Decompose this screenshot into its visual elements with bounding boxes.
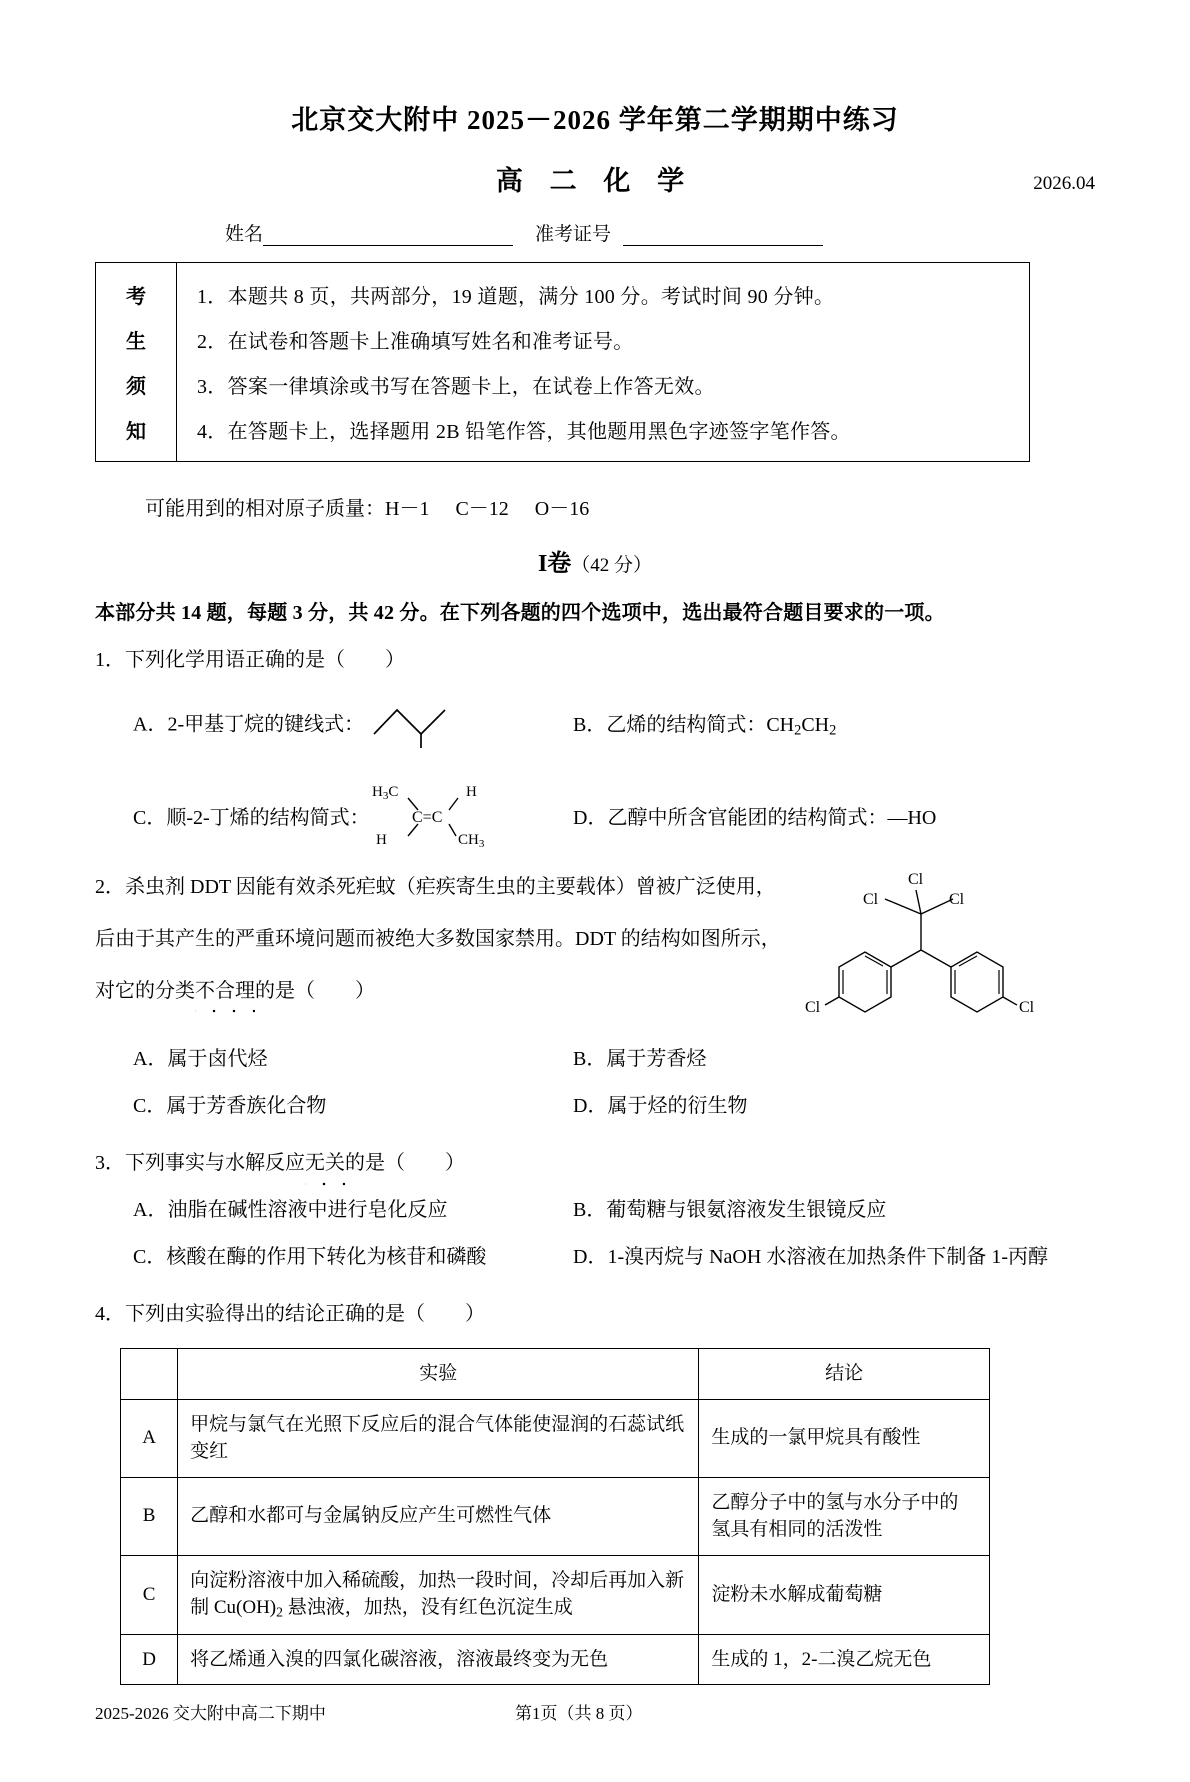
option-c-text: 属于芳香族化合物 (166, 1095, 327, 1117)
question-2-text-1: 杀虫剂 DDT 因能有效杀死疟蚊（疟疾寄生虫的主要载体）曾被广泛使用， (125, 876, 776, 898)
question-2-line-2: 后由于其产生的严重环境问题而被绝大多数国家禁用。DDT 的结构如图所示， (95, 928, 781, 950)
notice-char-3: 须 (126, 376, 146, 398)
option-a-text: 2-甲基丁烷的键线式： (167, 713, 365, 736)
table-row (121, 1477, 990, 1555)
option-a-text: 油脂在碱性溶液中进行皂化反应 (167, 1199, 448, 1221)
subject-title: 高 二 化 学 (495, 166, 695, 196)
option-c-text: 顺-2-丁烯的结构简式： (166, 806, 370, 829)
question-2-text-3a: 对它的分类 (95, 980, 195, 1002)
notice-item: 3．答案一律填涂或书写在答题卡上，在试卷上作答无效。 (197, 376, 715, 398)
label-c-double-c: C=C (411, 809, 443, 826)
table-header-index (121, 1349, 178, 1400)
question-2-stem (95, 872, 795, 1028)
question-2-option-c[interactable] (133, 1091, 573, 1122)
label-h-bottom: H (375, 832, 387, 848)
question-1 (95, 645, 1190, 858)
option-a-label: A． (133, 1199, 168, 1221)
experiment-conclusion-table (120, 1348, 990, 1685)
atomic-mass-label: 可能用到的相对原子质量： (145, 498, 385, 520)
row-experiment-c-part1: 向淀粉溶液中加入稀硫酸，加热一段时间，冷却后再加入新制 Cu(OH) (190, 1569, 685, 1619)
question-1-options-row-2 (133, 778, 1190, 858)
question-3-option-c[interactable] (133, 1242, 573, 1273)
option-b-subscript-2: 2 (829, 722, 837, 739)
question-3-option-d[interactable] (573, 1242, 1190, 1273)
section-description: 本部分共 14 题，每题 3 分，共 42 分。在下列各题的四个选项中，选出最符合题目要求的一项。 (95, 602, 945, 624)
option-d-text: 属于烃的衍生物 (607, 1095, 748, 1117)
option-c-label: C． (133, 1095, 167, 1117)
label-h3c: $H_3C$ (371, 784, 399, 802)
atomic-mass-o: O－16 (534, 498, 590, 520)
question-2 (95, 872, 1190, 1122)
methylbutane-skeletal-structure (369, 692, 474, 760)
option-d-text: 乙醇中所含官能团的结构简式：—HO (607, 806, 937, 829)
atomic-mass-c: C－12 (455, 498, 509, 520)
table-row (121, 1399, 990, 1477)
question-1-stem (95, 645, 1190, 676)
row-experiment-d: 将乙烯通入溴的四氯化碳溶液，溶液最终变为无色 (178, 1634, 699, 1685)
option-a-label: A． (133, 1048, 168, 1070)
question-2-option-a[interactable] (133, 1044, 573, 1075)
option-b-subscript-1: 2 (794, 722, 802, 739)
question-3-options-row-2 (133, 1242, 1190, 1273)
option-b-text: 葡萄糖与银氨溶液发生银镜反应 (606, 1199, 887, 1221)
notice-box (95, 262, 1030, 462)
question-3-options-row-1 (133, 1195, 1190, 1226)
question-4 (95, 1299, 1190, 1330)
notice-item: 1．本题共 8 页，共两部分，19 道题，满分 100 分。考试时间 90 分钟。 (197, 286, 835, 308)
notice-char-4: 知 (126, 421, 146, 443)
question-3-option-a[interactable] (133, 1195, 573, 1226)
notice-vertical-label (96, 263, 177, 461)
row-experiment-c (178, 1555, 699, 1634)
label-h-top: H (465, 784, 477, 800)
row-experiment-c-subscript: 2 (276, 1604, 283, 1620)
page-footer (0, 1699, 1190, 1724)
page-title: 北京交大附中 2025－2026 学年第二学期期中练习 (291, 105, 899, 135)
row-index-d: D (121, 1634, 178, 1685)
row-conclusion-d: 生成的 1，2-二溴乙烷无色 (699, 1634, 990, 1685)
row-conclusion-b: 乙醇分子中的氢与水分子中的氢具有相同的活泼性 (699, 1477, 990, 1555)
question-3-text-b: 的是（ ） (345, 1152, 465, 1174)
table-header-row (121, 1349, 990, 1400)
notice-char-2: 生 (126, 331, 146, 353)
exam-page (0, 98, 1190, 1782)
question-2-option-d[interactable] (573, 1091, 1190, 1122)
footer-left-text: 2025-2026 交大附中高二下期中 (95, 1704, 326, 1723)
row-index-b: B (121, 1477, 178, 1555)
table-header-conclusion: 结论 (699, 1349, 990, 1400)
row-experiment-a: 甲烷与氯气在光照下反应后的混合气体能使湿润的石蕊试纸变红 (178, 1399, 699, 1477)
row-index-a: A (121, 1399, 178, 1477)
row-conclusion-a: 生成的一氯甲烷具有酸性 (699, 1399, 990, 1477)
ddt-label-cl-ring-left: Cl (805, 999, 821, 1016)
atomic-mass-note (145, 492, 1190, 521)
section-points: （42 分） (571, 555, 653, 576)
question-4-stem (95, 1299, 1190, 1330)
option-b-label: B． (573, 1048, 607, 1070)
table-row (121, 1555, 990, 1634)
exam-number-input-blank[interactable] (623, 228, 823, 246)
option-b-label: B． (573, 714, 607, 737)
question-3-stem (95, 1148, 1190, 1179)
name-label: 姓名 (225, 224, 264, 245)
notice-item-list (177, 263, 1029, 461)
label-ch3: $CH_3$ (457, 832, 485, 848)
subject-row (0, 159, 1190, 197)
question-2-text-3b: 的是（ ） (255, 980, 375, 1002)
question-1-option-c[interactable] (133, 778, 573, 858)
option-b-text: 属于芳香烃 (606, 1048, 707, 1070)
exam-date: 2026.04 (1033, 173, 1095, 194)
row-index-c: C (121, 1555, 178, 1634)
question-4-number: 4． (95, 1303, 125, 1325)
option-a-label: A． (133, 713, 168, 736)
ddt-label-cl-top: Cl (908, 871, 924, 888)
option-d-label: D． (573, 1246, 608, 1268)
row-conclusion-c: 淀粉未水解成葡萄糖 (699, 1555, 990, 1634)
option-c-label: C． (133, 806, 167, 829)
student-info-line (0, 219, 1190, 246)
ddt-label-cl-right: Cl (949, 891, 965, 908)
question-3 (95, 1148, 1190, 1273)
question-2-line-3 (95, 976, 795, 1006)
option-b-text-2: CH (801, 714, 830, 737)
question-2-line-1 (95, 872, 795, 902)
option-b-label: B． (573, 1199, 607, 1221)
footer-page-number: 第1页（共 8 页） (515, 1704, 643, 1723)
question-2-emphasis: 不合理 (195, 976, 255, 1006)
question-1-text: 下列化学用语正确的是（ ） (125, 649, 405, 671)
atomic-mass-h: H－1 (385, 498, 430, 520)
option-a-text: 属于卤代烃 (167, 1048, 268, 1070)
option-d-label: D． (573, 806, 608, 829)
question-1-options-row-1 (133, 692, 1190, 760)
ddt-structure-figure (795, 872, 1190, 1028)
question-3-option-b[interactable] (573, 1195, 1190, 1226)
question-2-option-b[interactable] (573, 1044, 1190, 1075)
notice-item: 2．在试卷和答题卡上准确填写姓名和准考证号。 (197, 331, 634, 353)
question-3-emphasis: 无关 (305, 1148, 345, 1179)
section-header (0, 543, 1190, 578)
table-header-experiment: 实验 (178, 1349, 699, 1400)
question-2-options-row-2 (133, 1091, 1190, 1122)
question-3-number: 3． (95, 1152, 125, 1174)
question-1-number: 1． (95, 649, 125, 671)
question-2-number: 2． (95, 876, 125, 898)
option-d-label: D． (573, 1095, 608, 1117)
ddt-label-cl-left: Cl (863, 891, 879, 908)
option-b-text: 乙烯的结构简式：CH (606, 714, 795, 737)
question-1-option-b[interactable] (573, 710, 1190, 742)
notice-char-1: 考 (126, 286, 146, 308)
table-row (121, 1634, 990, 1685)
name-input-blank[interactable] (263, 228, 513, 246)
ddt-label-cl-ring-right: Cl (1019, 999, 1035, 1016)
option-c-text: 核酸在酶的作用下转化为核苷和磷酸 (166, 1246, 487, 1268)
notice-item: 4．在答题卡上，选择题用 2B 铅笔作答，其他题用黑色字迹签字笔作答。 (197, 421, 851, 443)
question-4-text: 下列由实验得出的结论正确的是（ ） (125, 1303, 485, 1325)
exam-number-label: 准考证号 (535, 224, 612, 245)
option-d-text: 1-溴丙烷与 NaOH 水溶液在加热条件下制备 1-丙醇 (607, 1246, 1048, 1268)
row-experiment-c-part2: 悬浊液，加热，没有红色沉淀生成 (282, 1597, 573, 1619)
question-3-text-a: 下列事实与水解反应 (125, 1152, 305, 1174)
question-2-options-row-1 (133, 1044, 1190, 1075)
row-experiment-b: 乙醇和水都可与金属钠反应产生可燃性气体 (178, 1477, 699, 1555)
question-1-option-d[interactable] (573, 803, 1190, 834)
question-1-option-a[interactable] (133, 692, 573, 760)
option-c-label: C． (133, 1246, 167, 1268)
section-title: I卷 (537, 551, 572, 577)
cis-2-butene-structure (370, 778, 500, 858)
